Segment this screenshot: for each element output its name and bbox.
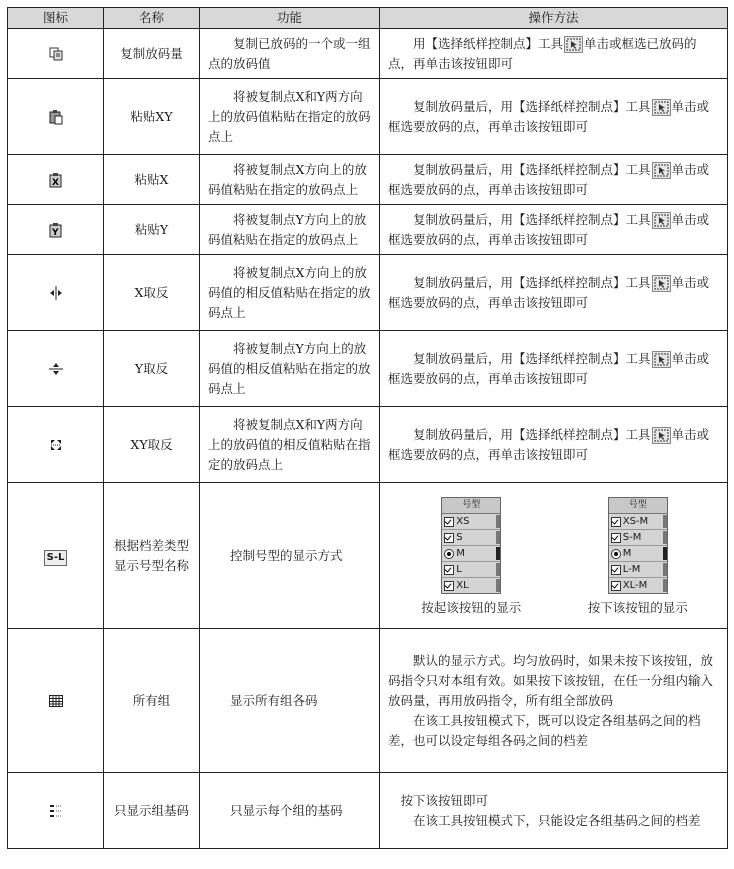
row-name: 粘贴X [104,155,200,205]
row-method: 复制放码量后，用【选择纸样控制点】工具 单击或框选要放码的点，再单击该按钮即可 [380,331,728,407]
header-method: 操作方法 [380,8,728,29]
select-point-tool-icon [652,351,671,368]
row-method: 复制放码量后，用【选择纸样控制点】工具 单击或框选要放码的点，再单击该按钮即可 [380,255,728,331]
paste-y-icon [48,222,64,238]
table-row [8,205,728,255]
row-name: 粘贴XY [104,79,200,155]
checkbox-icon [444,581,454,591]
table-row [8,483,728,629]
row-method: 复制放码量后，用【选择纸样控制点】工具 单击或框选要放码的点，再单击该按钮即可 [380,407,728,483]
row-name: 复制放码量 [104,29,200,79]
grid-icon [48,693,64,709]
table-row [8,773,728,849]
size-label-icon: S-L [44,550,68,566]
radio-icon [611,549,621,559]
size-row[interactable]: XL [442,578,500,593]
row-method: 按下该按钮即可 在该工具按钮模式下，只能设定各组基码之间的档差 [380,773,728,849]
header-function: 功能 [200,8,380,29]
size-row[interactable]: XS [442,514,500,530]
size-row[interactable]: M [609,546,667,562]
row-method: 复制放码量后，用【选择纸样控制点】工具 单击或框选要放码的点，再单击该按钮即可 [380,79,728,155]
header-name: 名称 [104,8,200,29]
radio-icon [444,549,454,559]
checkbox-icon [611,533,621,543]
select-point-tool-icon [652,162,671,179]
row-function: 将被复制点Y方向上的放码值粘贴在指定的放码点上 [200,205,380,255]
row-name: 粘贴Y [104,205,200,255]
flip-x-icon [48,285,64,301]
caption: 按下该按钮的显示 [587,600,688,615]
size-row[interactable]: L [442,562,500,578]
size-row[interactable]: S-M [609,530,667,546]
select-point-tool-icon [564,36,583,53]
row-function: 将被复制点X和Y两方向上的放码值的相反值粘贴在指定的放码点上 [200,407,380,483]
row-method [380,483,728,629]
size-row[interactable]: M [442,546,500,562]
paste-x-icon [48,172,64,188]
select-point-tool-icon [652,99,671,116]
table-row [8,155,728,205]
row-function: 将被复制点X和Y两方向上的放码值粘贴在指定的放码点上 [200,79,380,155]
size-row[interactable]: XS-M [609,514,667,530]
size-panel-released [421,497,521,618]
row-function: 将被复制点X方向上的放码值的相反值粘贴在指定的放码点上 [200,255,380,331]
row-function: 只显示每个组的基码 [200,773,380,849]
row-function: 复制已放码的一个或一组点的放码值 [200,29,380,79]
base-size-icon [48,803,64,819]
row-name: 根据档差类型显示号型名称 [104,483,200,629]
checkbox-icon [611,581,621,591]
svg-text:Y: Y [51,228,59,238]
size-row[interactable]: L-M [609,562,667,578]
checkbox-icon [444,565,454,575]
caption: 按起该按钮的显示 [421,600,522,615]
size-list: 号型 XS-M S-M M L-M XL-M [608,497,668,594]
svg-text:X: X [51,178,59,188]
checkbox-icon [611,517,621,527]
table-row [8,29,728,79]
row-method: 复制放码量后，用【选择纸样控制点】工具 单击或框选要放码的点，再单击该按钮即可 [380,205,728,255]
select-point-tool-icon [652,275,671,292]
flip-xy-icon [48,437,64,453]
size-list: 号型 XS S M L XL [441,497,501,594]
row-name: 所有组 [104,629,200,773]
select-point-tool-icon [652,427,671,444]
table-row [8,629,728,773]
checkbox-icon [444,533,454,543]
table-row [8,79,728,155]
table-row [8,407,728,483]
size-row[interactable]: S [442,530,500,546]
size-row[interactable]: XL-M [609,578,667,593]
row-name: XY取反 [104,407,200,483]
copy-grade-icon [48,46,64,62]
flip-y-icon [48,361,64,377]
tool-table [7,7,728,849]
row-name: X取反 [104,255,200,331]
row-function: 显示所有组各码 [200,629,380,773]
header-row [8,8,728,29]
select-point-tool-icon [652,212,671,229]
row-method: 复制放码量后，用【选择纸样控制点】工具 单击或框选要放码的点，再单击该按钮即可 [380,155,728,205]
row-name: Y取反 [104,331,200,407]
row-method: 默认的显示方式。均匀放码时，如果未按下该按钮，放码指令只对本组有效。如果按下该按钮，在任一分组内输入放码量，再用放码指令，所有组全部放码 在该工具按钮模式下，既可以设定各组基码之间的档差，也可以设定每组各码之间的档差 [380,629,728,773]
header-icon: 图标 [8,8,104,29]
paste-xy-icon [48,109,64,125]
table-row [8,331,728,407]
checkbox-icon [611,565,621,575]
row-function: 将被复制点X方向上的放码值粘贴在指定的放码点上 [200,155,380,205]
row-function: 将被复制点Y方向上的放码值的相反值粘贴在指定的放码点上 [200,331,380,407]
checkbox-icon [444,517,454,527]
size-panel-pressed [588,497,688,618]
row-name: 只显示组基码 [104,773,200,849]
row-method: 用【选择纸样控制点】工具 单击或框选已放码的点，再单击该按钮即可 [380,29,728,79]
table-row [8,255,728,331]
row-function: 控制号型的显示方式 [200,483,380,629]
